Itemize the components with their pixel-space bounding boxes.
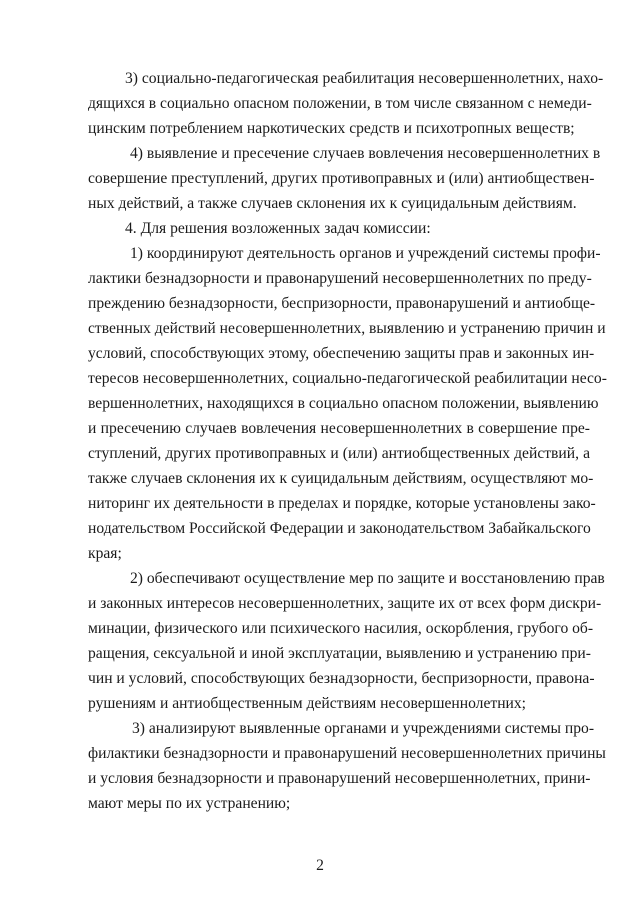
paragraph-line: преждению безнадзорности, беспризорности, правонарушений и антиобще-: [88, 295, 596, 312]
paragraph-line: филактики безнадзорности и правонарушений несовершеннолетних причины: [88, 745, 606, 762]
section-heading: 4. Для решения возложенных задач комиссии:: [125, 220, 431, 237]
paragraph-line: условий, способствующих этому, обеспечению защиты прав и законных ин-: [88, 345, 595, 362]
paragraph-line: мают меры по их устранению;: [88, 795, 291, 812]
paragraph-line: и условия безнадзорности и правонарушений несовершеннолетних, прини-: [88, 770, 591, 787]
paragraph-line: вершеннолетних, находящихся в социально опасном положении, выявлению: [88, 395, 599, 412]
paragraph-line: 2) обеспечивают осуществление мер по защите и восстановлению прав: [130, 570, 605, 587]
paragraph-line: совершение преступлений, других противоправных и (или) антиобществен-: [88, 170, 595, 187]
paragraph-line: цинским потреблением наркотических средств и психотропных веществ;: [88, 120, 575, 137]
paragraph-line: также случаев склонения их к суицидальным действиям, осуществляют мо-: [88, 470, 594, 487]
paragraph-line: рушениям и антиобщественным действиям несовершеннолетних;: [88, 695, 527, 712]
paragraph-line: края;: [88, 545, 122, 562]
paragraph-line: дящихся в социально опасном положении, в том числе связанном с немеди-: [88, 95, 592, 112]
paragraph-line: минации, физического или психического насилия, оскорбления, грубого об-: [88, 620, 594, 637]
paragraph-line: ращения, сексуальной и иной эксплуатации, выявлению и устранению при-: [88, 645, 591, 662]
paragraph-line: чин и условий, способствующих безнадзорности, беспризорности, правона-: [88, 670, 595, 687]
paragraph-line: и пресечению случаев вовлечения несовершеннолетних в совершение пре-: [88, 420, 590, 437]
paragraph-line: 3) социально-педагогическая реабилитация несовершеннолетних, нахо-: [125, 70, 604, 87]
paragraph-line: и законных интересов несовершеннолетних, защите их от всех форм дискри-: [88, 595, 602, 612]
paragraph-line: нодательством Российской Федерации и законодательством Забайкальского: [88, 520, 591, 537]
paragraph-line: 4) выявление и пресечение случаев вовлечения несовершеннолетних в: [130, 145, 601, 162]
paragraph-line: ных действий, а также случаев склонения их к суицидальным действиям.: [88, 195, 577, 212]
paragraph-line: 1) координируют деятельность органов и учреждений системы профи-: [130, 245, 601, 262]
paragraph-line: лактики безнадзорности и правонарушений несовершеннолетних по преду-: [88, 270, 592, 287]
paragraph-line: ственных действий несовершеннолетних, выявлению и устранению причин и: [88, 320, 606, 337]
paragraph-line: тересов несовершеннолетних, социально-педагогической реабилитации несо-: [88, 370, 607, 387]
page-number: 2: [316, 857, 324, 874]
paragraph-line: 3) анализируют выявленные органами и учреждениями системы про-: [132, 720, 595, 737]
paragraph-line: ниторинг их деятельности в пределах и порядке, которые установлены зако-: [88, 495, 596, 512]
paragraph-line: ступлений, других противоправных и (или) антиобщественных действий, а: [88, 445, 590, 462]
